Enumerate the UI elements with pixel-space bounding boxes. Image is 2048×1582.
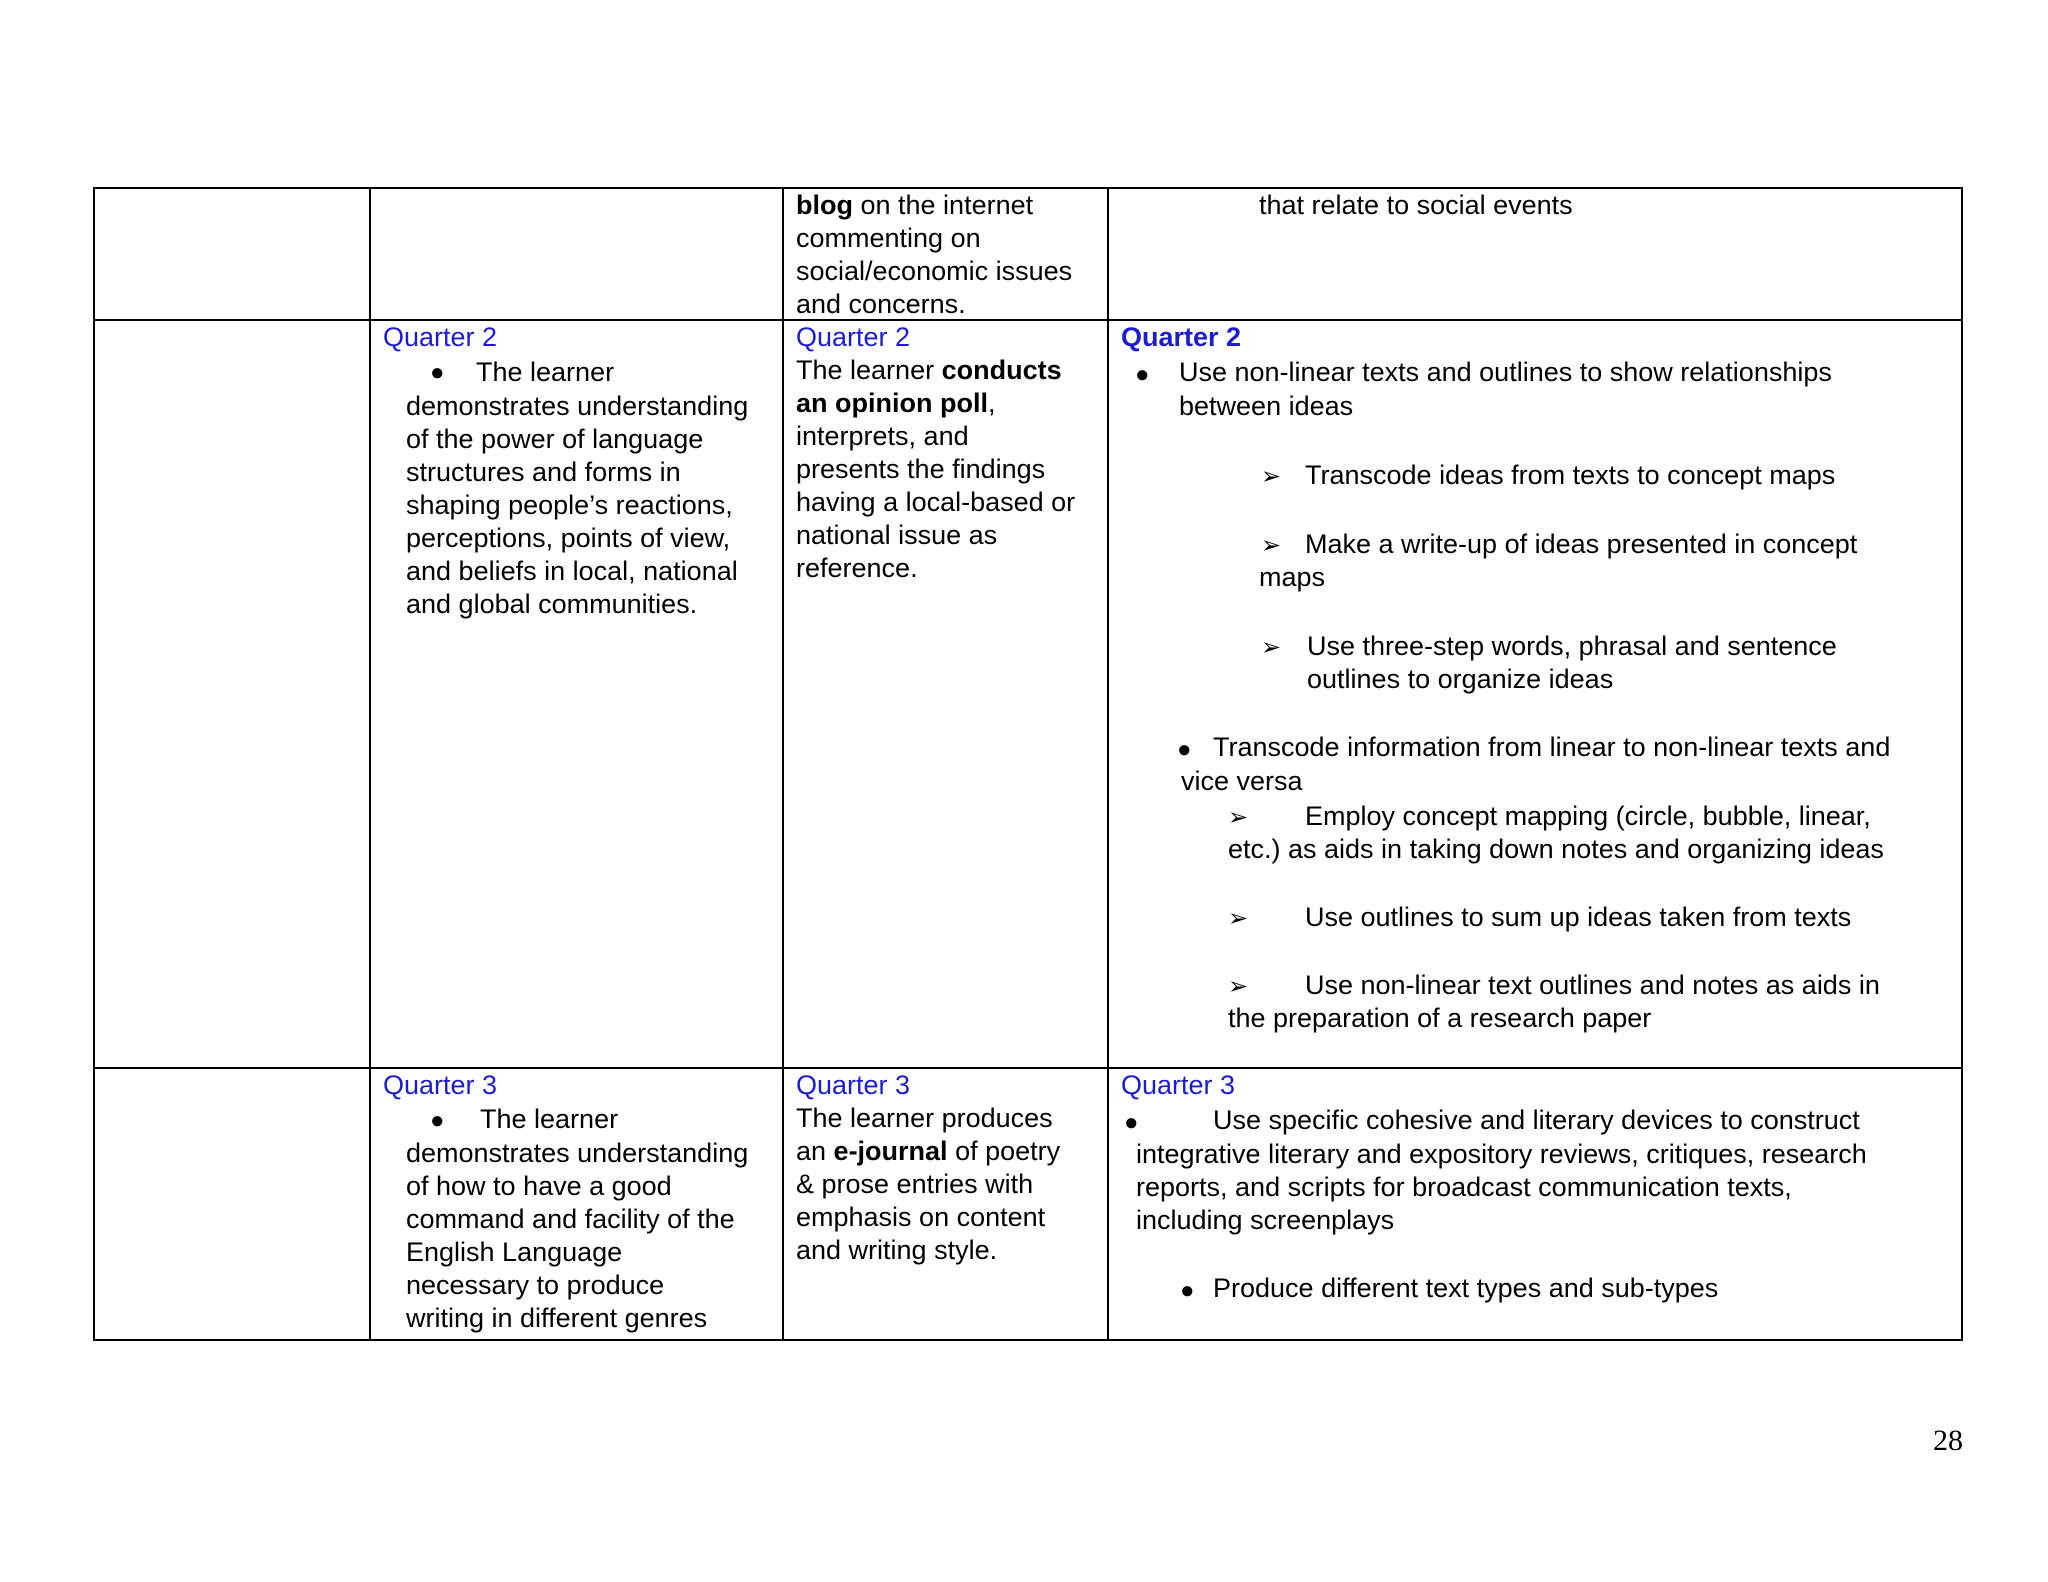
r1-c3-line4: and concerns. (796, 289, 966, 319)
r3-c3-quarter: Quarter 3 (796, 1070, 911, 1100)
r3-c2-line4: command and facility of the (406, 1204, 735, 1234)
r3-c3-line5: and writing style. (796, 1235, 998, 1265)
arrow-bullet-icon: ➢ (1261, 463, 1282, 490)
r2-c3-line1: The learner conducts (796, 355, 1062, 385)
r2-c4-b1-line1: Use non-linear texts and outlines to show relationships (1179, 357, 1832, 387)
r2-c4-b2-line2: vice versa (1181, 766, 1303, 796)
arrow-bullet-icon: ➢ (1261, 532, 1282, 559)
r2-c3-line7: reference. (796, 553, 918, 583)
col-divider-2 (782, 187, 784, 1341)
page-number: 28 (1933, 1424, 1963, 1457)
r2-c4-s3-line2: outlines to organize ideas (1307, 664, 1614, 694)
bullet-icon: ● (430, 359, 445, 386)
r3-c3-line3: & prose entries with (796, 1169, 1034, 1199)
r3-c4-b1-line1: Use specific cohesive and literary devices to construct (1213, 1105, 1860, 1135)
row-divider-1 (93, 319, 1963, 321)
r2-c2-line8: and global communities. (406, 589, 698, 619)
r3-c2-quarter: Quarter 3 (383, 1070, 498, 1100)
r3-c2-line5: English Language (406, 1237, 623, 1267)
r3-c2-line6: necessary to produce (406, 1270, 665, 1300)
arrow-bullet-icon: ➢ (1228, 804, 1249, 831)
r3-c2-line7: writing in different genres (406, 1303, 708, 1333)
r3-c3-line1: The learner produces (796, 1103, 1053, 1133)
r2-c4-s6-line2: the preparation of a research paper (1228, 1003, 1652, 1033)
r2-c4-b1-line2: between ideas (1179, 391, 1354, 421)
r2-c2-quarter: Quarter 2 (383, 322, 498, 352)
r2-c4-s6-line1: Use non-linear text outlines and notes as aids in (1305, 970, 1880, 1000)
r3-c4-b1-line2: integrative literary and expository reviews, critiques, research (1136, 1139, 1867, 1169)
r2-c4-s2-line2: maps (1259, 562, 1326, 592)
r3-c3-line2: an e-journal of poetry (796, 1136, 1061, 1166)
r3-c4-b1-line4: including screenplays (1136, 1205, 1395, 1235)
table-border-left (93, 187, 95, 1341)
r2-c3-line3: interprets, and (796, 421, 969, 451)
bullet-icon: ● (1177, 736, 1192, 763)
r2-c4-quarter: Quarter 2 (1121, 322, 1242, 352)
bullet-icon: ● (1180, 1277, 1195, 1304)
r2-c3-line2: an opinion poll, (796, 388, 996, 418)
r3-c2-line2: demonstrates understanding (406, 1138, 749, 1168)
r3-c4-quarter: Quarter 3 (1121, 1070, 1236, 1100)
r2-c2-line5: shaping people’s reactions, (406, 490, 733, 520)
r2-c4-s2-line1: Make a write-up of ideas presented in concept (1305, 529, 1858, 559)
bullet-icon: ● (1124, 1109, 1139, 1136)
r2-c2-line6: perceptions, points of view, (406, 523, 731, 553)
r2-c4-s4-line2: etc.) as aids in taking down notes and organizing ideas (1228, 834, 1884, 864)
table-border-right (1961, 187, 1963, 1341)
r2-c3-line5: having a local-based or (796, 487, 1076, 517)
r2-c4-b2-line1: Transcode information from linear to non-linear texts and (1213, 732, 1891, 762)
r2-c2-line2: demonstrates understanding (406, 391, 749, 421)
bullet-icon: ● (1135, 361, 1150, 388)
arrow-bullet-icon: ➢ (1228, 905, 1249, 932)
table-border-bottom (93, 1339, 1963, 1341)
r2-c4-s5: Use outlines to sum up ideas taken from texts (1305, 902, 1852, 932)
r2-c2-line4: structures and forms in (406, 457, 681, 487)
r3-c2-line1: The learner (480, 1104, 619, 1134)
r3-c4-b1-line3: reports, and scripts for broadcast communication texts, (1136, 1172, 1792, 1202)
r1-c4-line1: that relate to social events (1259, 190, 1573, 220)
row-divider-2 (93, 1067, 1963, 1069)
r3-c4-b2: Produce different text types and sub-types (1213, 1273, 1719, 1303)
r1-c3-line3: social/economic issues (796, 256, 1073, 286)
r3-c3-line4: emphasis on content (796, 1202, 1046, 1232)
r2-c4-s1: Transcode ideas from texts to concept maps (1305, 460, 1836, 490)
arrow-bullet-icon: ➢ (1261, 634, 1282, 661)
arrow-bullet-icon: ➢ (1228, 973, 1249, 1000)
col-divider-1 (369, 187, 371, 1341)
bullet-icon: ● (430, 1107, 445, 1134)
r2-c3-line4: presents the findings (796, 454, 1046, 484)
r2-c2-line1: The learner (476, 357, 615, 387)
r3-c2-line3: of how to have a good (406, 1171, 672, 1201)
r2-c2-line7: and beliefs in local, national (406, 556, 738, 586)
r1-c3-line1: blog on the internet (796, 190, 1034, 220)
r2-c3-quarter: Quarter 2 (796, 322, 911, 352)
r2-c2-line3: of the power of language (406, 424, 704, 454)
r2-c4-s3-line1: Use three-step words, phrasal and sentence (1307, 631, 1837, 661)
r2-c3-line6: national issue as (796, 520, 998, 550)
col-divider-3 (1107, 187, 1109, 1341)
r1-c3-line2: commenting on (796, 223, 981, 253)
r2-c4-s4-line1: Employ concept mapping (circle, bubble, linear, (1305, 801, 1871, 831)
